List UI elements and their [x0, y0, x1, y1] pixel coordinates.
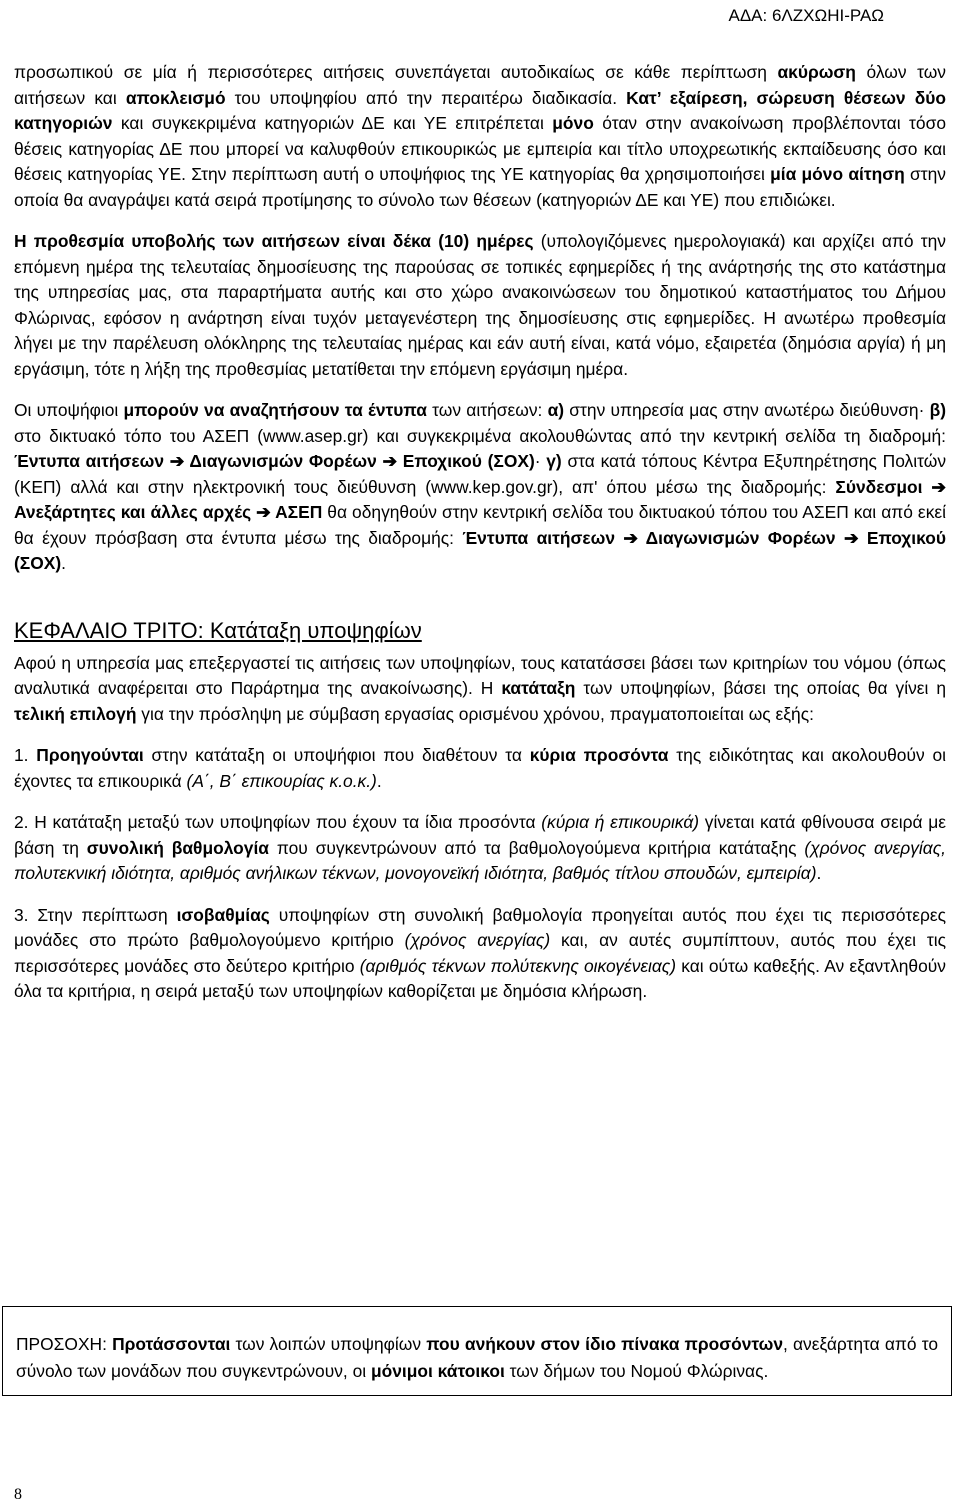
paragraph-ranking-intro: Αφού η υπηρεσία μας επεξεργαστεί τις αιτήσεις των υποψηφίων, τους κατατάσσει βάσει των κριτηρίων του νόμου (όπως αναλυτικά αναφέρειται στο Παράρτημα της ανακοίνωσης). Η κατάταξη των υποψηφίων, βάσει της οποίας θα γίνει η τελική επιλογή για την πρόσληψη με σύμβαση εργασίας ορισμένου χρόνου, πραγματοποιείται ως εξής:	[14, 652, 947, 724]
attention-notice-box	[2, 1306, 952, 1396]
chapter-heading: ΚΕΦΑΛΑΙΟ ΤΡΙΤΟ: Κατάταξη υποψηφίων	[14, 617, 422, 643]
page-number: 8	[14, 1486, 22, 1503]
document-body	[14, 60, 946, 1005]
attention-notice-text: ΠΡΟΣΟΧΗ: Προτάσσονται των λοιπών υποψηφίων που ανήκουν στον ίδιο πίνακα προσόντων, ανεξάρτητα από το σύνολο των μονάδων που συγκεντρώνουν, οι μόνιμοι κάτοικοι των δήμων του Νομού Φλώρινας.	[16, 1334, 938, 1381]
ranking-item-2: 2. Η κατάταξη μεταξύ των υποψηφίων που έχουν τα ίδια προσόντα (κύρια ή επικουρικά) γίνεται κατά φθίνουσα σειρά με βάση τη συνολική βαθμολογία που συγκεντρώνουν από τα βαθμολογούμενα κριτήρια κατάταξης (χρόνος ανεργίας, πολυτεκνική ιδιότητα, αριθμός ανήλικων τέκνων, μονογονεϊκή ιδιότητα, βαθμός τίτλου σπουδών, εμπειρία).	[14, 812, 947, 883]
paragraph-deadline: Η προθεσμία υποβολής των αιτήσεων είναι δέκα (10) ημέρες (υπολογιζόμενες ημερολογιακά) και αρχίζει από την επόμενη ημέρα της τελευταίας δημοσίευσης της παρούσας σε τοπικές εφημερίδες ή της ανάρτησής της στο κατάστημα της υπηρεσίας μας, στα παραρτήματα αυτής και στο χώρο ανακοινώσεων του δημοτικού καταστήματος του Δήμου Φλώρινας, εφόσον η ανάρτηση είναι τυχόν μεταγενέστερη της δημοσίευσης στις εφημερίδες. Η ανωτέρω προθεσμία λήγει με την παρέλευση ολόκληρης της τελευταίας ημέρας και εάν αυτή είναι, κατά νόμο, εξαιρετέα (δημόσια αργία) ή μη εργάσιμη, τότε η λήξη της προθεσμίας μετατίθεται την επόμενη εργάσιμη ημέρα.	[14, 231, 947, 379]
ranking-item-1: 1. Προηγούνται στην κατάταξη οι υποψήφιοι που διαθέτουν τα κύρια προσόντα της ειδικότητας και ακολουθούν οι έχοντες τα επικουρικά (Α΄, Β΄ επικουρίας κ.ο.κ.).	[14, 745, 946, 791]
ranking-item-3: 3. Στην περίπτωση ισοβαθμίας υποψηφίων στη συνολική βαθμολογία προηγείται αυτός που έχει τις περισσότερες μονάδες στο πρώτο βαθμολογούμενο κριτήριο (χρόνος ανεργίας) και, αν αυτές συμπίπτουν, αυτός που έχει τις περισσότερες μονάδες στο δεύτερο κριτήριο (αριθμός τέκνων πολύτεκνης οικογένειας) και ούτω καθεξής. Αν εξαντληθούν όλα τα κριτήρια, η σειρά μεταξύ των υποψηφίων καθορίζεται με δημόσια κλήρωση.	[14, 904, 946, 1001]
paragraph-applications-rules: προσωπικού σε μία ή περισσότερες αιτήσεις συνεπάγεται αυτοδικαίως σε κάθε περίπτωση ακύρωση όλων των αιτήσεων και αποκλεισμό του υποψηφίου από την περαιτέρω διαδικασία. Κατ’ εξαίρεση, σώρευση θέσεων δύο κατηγοριών και συγκεκριμένα κατηγοριών ΔΕ και ΥΕ επιτρέπεται μόνο όταν στην ανακοίνωση προβλέπονται τόσο θέσεις κατηγορίας ΔΕ που μπορεί να καλυφθούν επικουρικώς με εμπειρία και τίτλο υποχρεωτικής εκπαίδευσης όσο και θέσεις κατηγορίας ΥΕ. Στην περίπτωση αυτή ο υποψήφιος της ΥΕ κατηγορίας θα χρησιμοποιήσει μία μόνο αίτηση στην οποία θα αναγράψει κατά σειρά προτίμησης το σύνολο των θέσεων (κατηγοριών ΔΕ και ΥΕ) που επιδιώκει.	[14, 62, 946, 210]
ada-code: ΑΔΑ: 6ΛΖΧΩΗΙ-ΡΑΩ	[728, 6, 884, 25]
paragraph-forms: Οι υποψήφιοι μπορούν να αναζητήσουν τα έντυπα των αιτήσεων: α) στην υπηρεσία μας στην ανωτέρω διεύθυνση· β) στο δικτυακό τόπο του ΑΣΕΠ (www.asep.gr) και συγκεκριμένα ακολουθώντας από την κεντρική σελίδα τη διαδρομή: Έντυπα αιτήσεων ➔ Διαγωνισμών Φορέων ➔ Εποχικού (ΣΟΧ)· γ) στα κατά τόπους Κέντρα Εξυπηρέτησης Πολιτών (ΚΕΠ) αλλά και στην ηλεκτρονική τους διεύθυνση (www.kep.gov.gr), απ' όπου μέσω της διαδρομής: Σύνδεσμοι ➔ Ανεξάρτητες και άλλες αρχές ➔ ΑΣΕΠ θα οδηγηθούν στην κεντρική σελίδα του δικτυακού τόπου του ΑΣΕΠ και από εκεί θα έχουν πρόσβαση στα έντυπα μέσω της διαδρομής: Έντυπα αιτήσεων ➔ Διαγωνισμών Φορέων ➔ Εποχικού (ΣΟΧ).	[14, 400, 947, 573]
